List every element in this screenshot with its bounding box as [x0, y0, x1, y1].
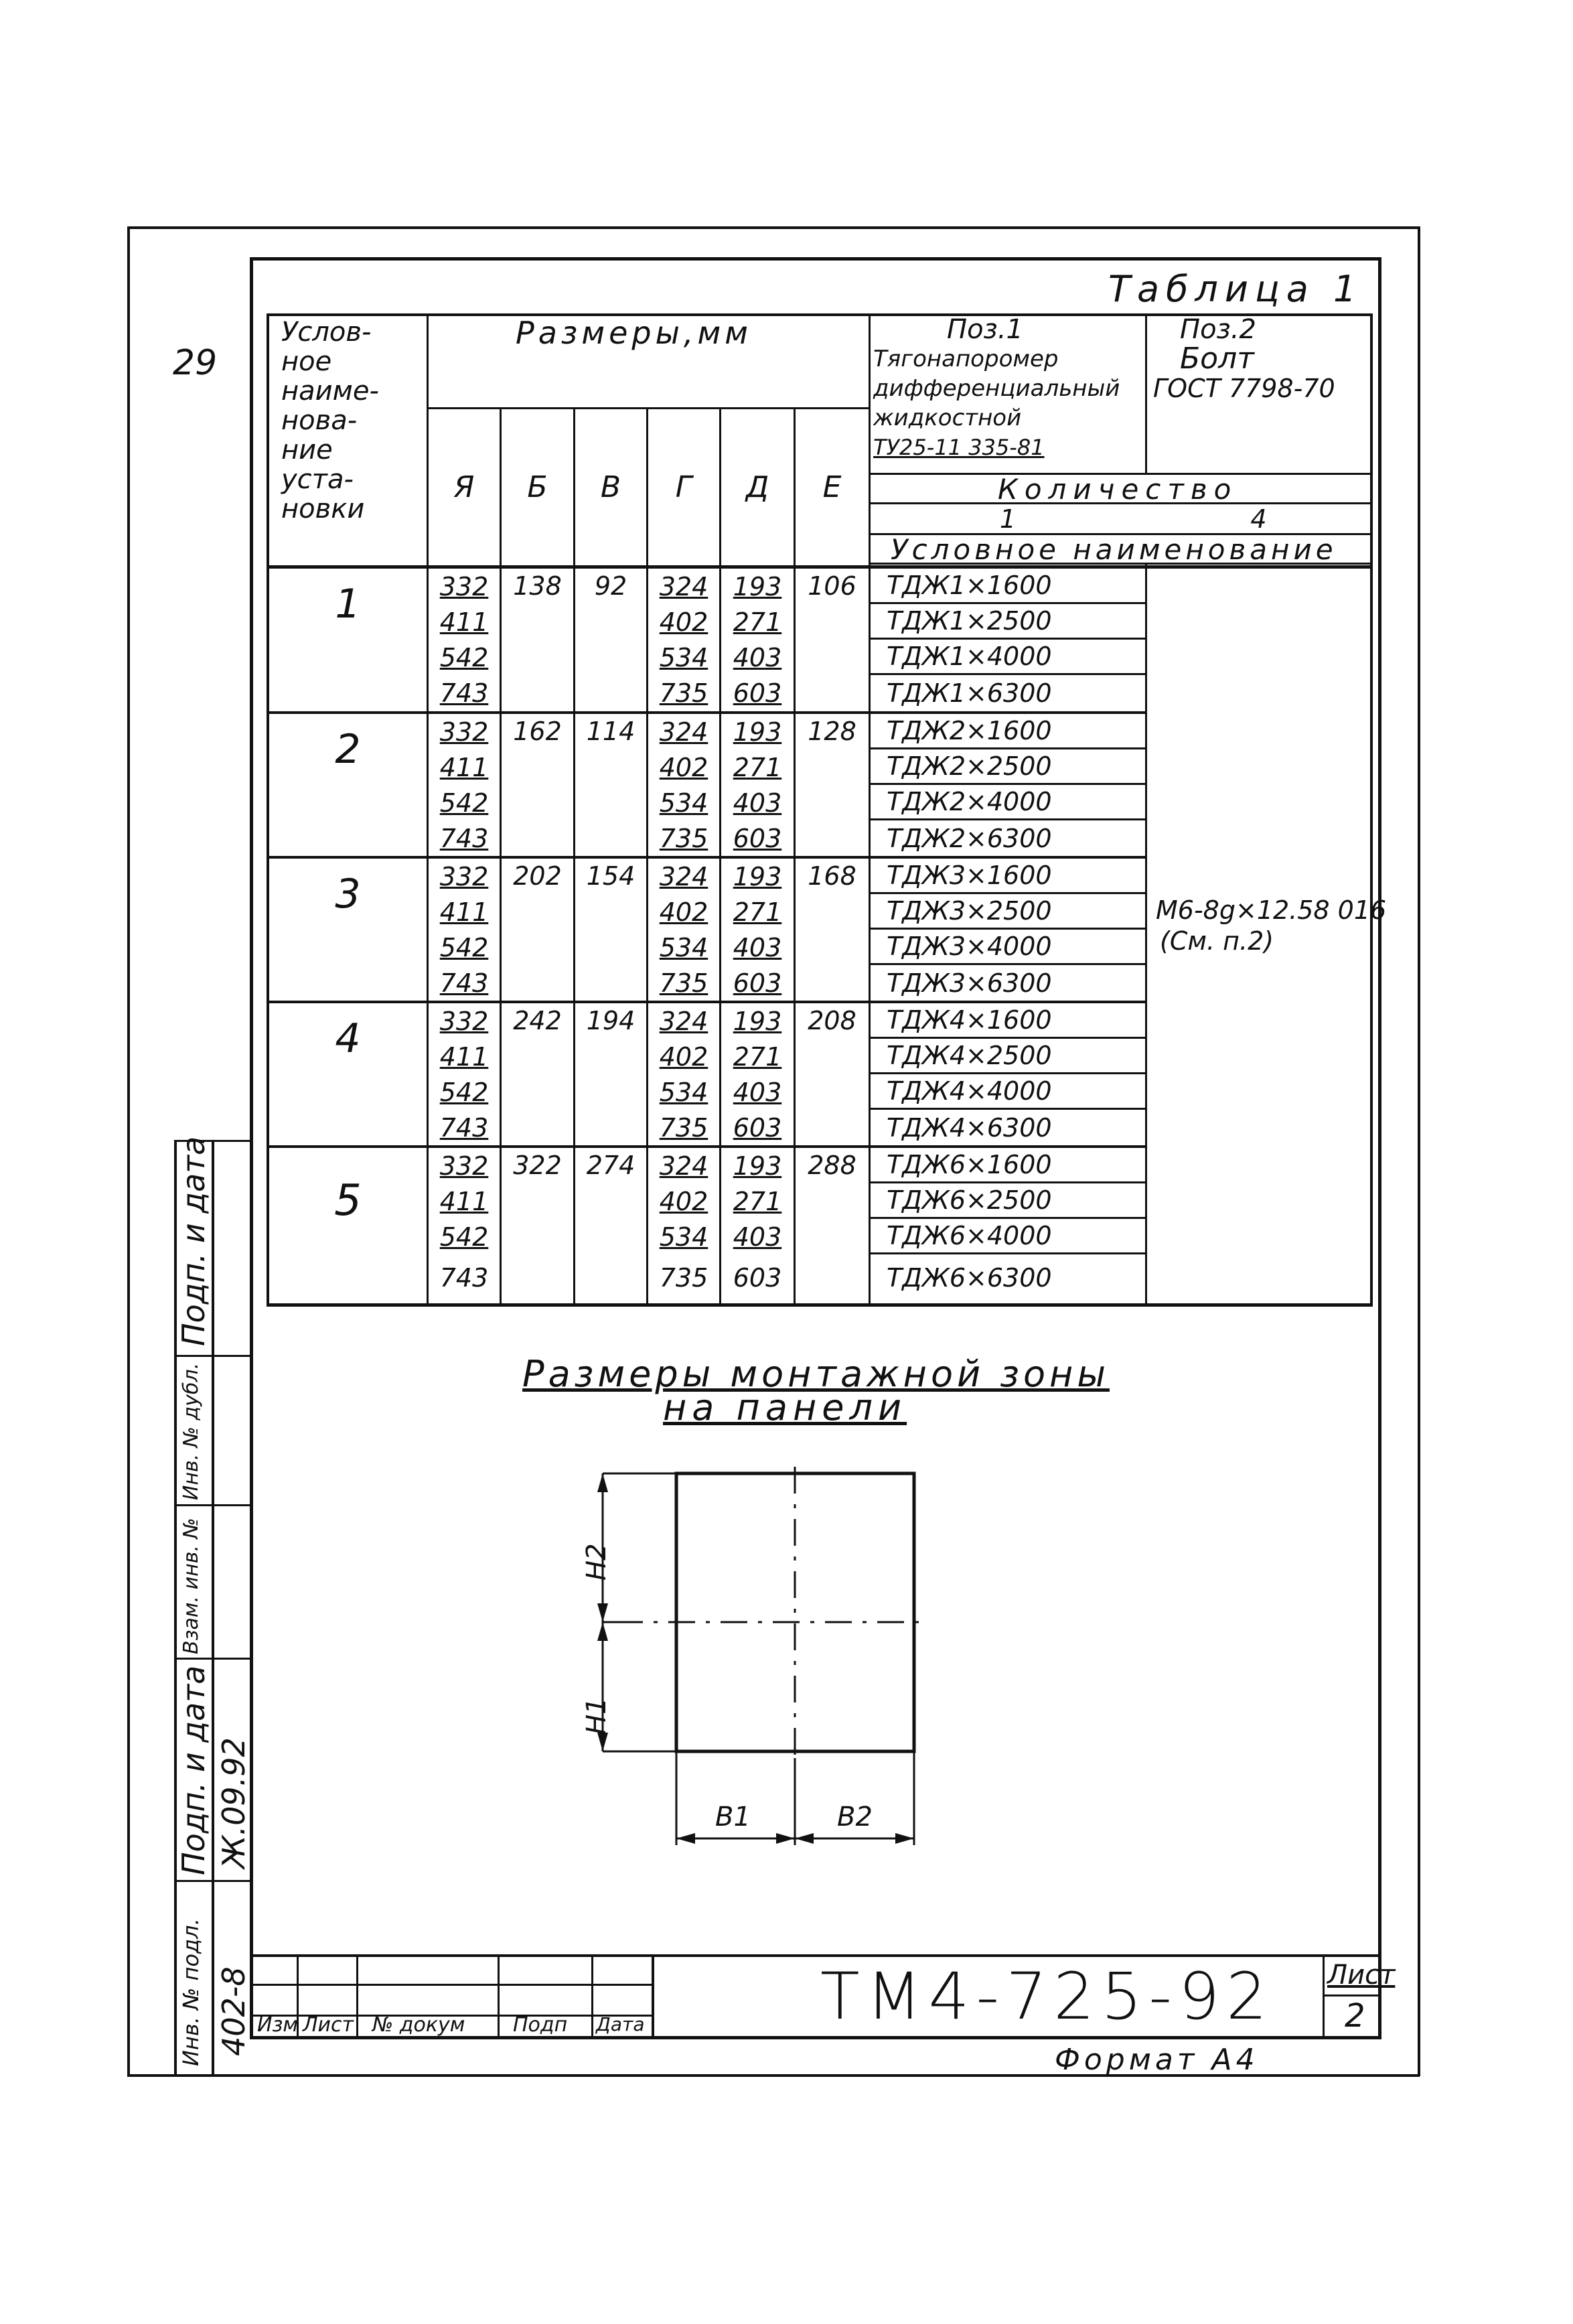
- val-g: 534: [659, 788, 708, 818]
- val-a: 743: [439, 1263, 489, 1293]
- val-a: 542: [439, 1222, 489, 1252]
- handwritten-date: Ж.09.92: [216, 1737, 252, 1869]
- cond-name: ТДЖ3×2500: [871, 894, 1145, 930]
- cond-name: ТДЖ2×2500: [871, 749, 1145, 785]
- dim-h1: Н1: [581, 1697, 612, 1735]
- bolt-designation: М6-8g×12.58 016 (См. п.2): [1156, 895, 1387, 956]
- val-g: 324: [659, 1151, 708, 1181]
- qty-pos1: 1: [999, 504, 1017, 534]
- val-g: 735: [659, 968, 708, 998]
- val-d: 193: [733, 861, 782, 891]
- cond-name: ТДЖ1×6300: [887, 678, 1052, 708]
- group-id: 2: [335, 726, 361, 773]
- cond-name: ТДЖ2×4000: [871, 785, 1145, 820]
- val-v: 194: [586, 1006, 635, 1035]
- table-title: Таблица 1: [1108, 268, 1363, 310]
- val-a: 411: [439, 1186, 489, 1216]
- val-b: 162: [513, 717, 562, 746]
- tb-col-izm: Изм: [257, 2013, 299, 2037]
- col-name-header: Услов- ное наиме- нова- ние уста- новки: [281, 317, 379, 524]
- val-d: 403: [733, 1222, 782, 1252]
- cond-name-label: Условное наименование: [891, 533, 1337, 566]
- val-e: 168: [808, 861, 856, 891]
- val-g: 324: [659, 861, 708, 891]
- page-number: 29: [173, 343, 218, 383]
- val-a: 411: [439, 897, 489, 927]
- val-g: 735: [659, 1263, 708, 1293]
- val-v: 114: [586, 717, 635, 746]
- val-d: 403: [733, 788, 782, 818]
- val-d: 271: [733, 897, 782, 927]
- val-a: 332: [439, 1151, 489, 1181]
- cond-name: ТДЖ1×4000: [871, 640, 1145, 675]
- sheet-number: 2: [1345, 1997, 1365, 2035]
- stamp-inv-podl: Инв. № подл.: [178, 1918, 204, 2066]
- cond-name: ТДЖ2×6300: [887, 823, 1052, 853]
- quantity-label: Количество: [998, 473, 1238, 506]
- group-id: 5: [334, 1176, 362, 1226]
- tb-col-date: Дата: [596, 2013, 645, 2035]
- val-g: 735: [659, 678, 708, 708]
- val-g: 735: [659, 1112, 708, 1143]
- val-b: 138: [513, 571, 562, 601]
- cond-name: ТДЖ6×2500: [871, 1183, 1145, 1219]
- dim-h2: Н2: [581, 1543, 612, 1581]
- val-d: 193: [733, 717, 782, 747]
- dim-letter-e: Е: [822, 469, 842, 504]
- dim-letter-v: В: [600, 469, 621, 504]
- cond-name: ТДЖ3×4000: [871, 930, 1145, 965]
- val-b: 322: [513, 1151, 562, 1180]
- pos2-header: Поз.2 Болт ГОСТ 7798-70: [1153, 314, 1335, 403]
- val-v: 154: [586, 861, 635, 891]
- val-g: 402: [659, 897, 708, 927]
- val-d: 603: [733, 1112, 782, 1143]
- tb-col-list: Лист: [303, 2013, 354, 2037]
- val-d: 403: [733, 932, 782, 962]
- dimensions-label: Размеры,мм: [516, 315, 752, 351]
- val-d: 603: [733, 823, 782, 853]
- cond-name: ТДЖ4×4000: [871, 1074, 1145, 1110]
- cond-name: ТДЖ1×1600: [871, 569, 1145, 604]
- group-id: 4: [335, 1015, 361, 1062]
- val-a: 743: [439, 1112, 489, 1143]
- val-d: 193: [733, 571, 782, 601]
- group-id: 1: [335, 581, 361, 628]
- val-a: 743: [439, 678, 489, 708]
- mounting-zone-drawing: [549, 1460, 964, 1862]
- cond-name: ТДЖ6×1600: [871, 1148, 1145, 1183]
- dim-b2: В2: [837, 1802, 873, 1832]
- val-g: 324: [659, 571, 708, 601]
- val-a: 542: [439, 1077, 489, 1107]
- val-g: 324: [659, 1006, 708, 1036]
- outer-frame-top: [127, 226, 1420, 229]
- val-g: 402: [659, 607, 708, 637]
- document-designation: ТМ4-725-92: [820, 1959, 1274, 2034]
- val-d: 271: [733, 1041, 782, 1072]
- dim-letter-ya: Я: [453, 469, 475, 504]
- val-a: 332: [439, 861, 489, 891]
- val-g: 402: [659, 1041, 708, 1072]
- tb-col-sign: Подп: [513, 2013, 568, 2037]
- cond-name: ТДЖ2×1600: [871, 714, 1145, 749]
- tb-col-doc: № докум: [372, 2013, 465, 2037]
- qty-pos2: 4: [1250, 504, 1267, 534]
- val-a: 332: [439, 571, 489, 601]
- val-g: 735: [659, 823, 708, 853]
- val-d: 403: [733, 642, 782, 672]
- val-e: 128: [808, 717, 856, 746]
- val-g: 534: [659, 642, 708, 672]
- stamp-sign-date: Подп. и дата: [175, 1136, 212, 1346]
- val-g: 534: [659, 932, 708, 962]
- val-e: 288: [808, 1151, 856, 1180]
- zone-subtitle: на панели: [663, 1386, 907, 1429]
- outer-frame-right: [1418, 226, 1420, 2076]
- val-a: 542: [439, 642, 489, 672]
- val-d: 193: [733, 1151, 782, 1181]
- cond-name: ТДЖ1×2500: [871, 604, 1145, 640]
- val-a: 411: [439, 607, 489, 637]
- dim-b1: В1: [715, 1802, 751, 1832]
- cond-name: ТДЖ6×6300: [887, 1263, 1052, 1293]
- val-a: 411: [439, 752, 489, 782]
- val-g: 534: [659, 1077, 708, 1107]
- val-g: 534: [659, 1222, 708, 1252]
- val-a: 542: [439, 932, 489, 962]
- dim-letter-b: Б: [527, 469, 548, 504]
- handwritten-inv-number: 402-8: [216, 1966, 252, 2056]
- val-d: 271: [733, 752, 782, 782]
- val-a: 743: [439, 823, 489, 853]
- val-a: 542: [439, 788, 489, 818]
- val-e: 106: [808, 571, 856, 601]
- dim-letter-g: Г: [675, 469, 692, 504]
- outer-frame-left: [127, 226, 130, 2076]
- cond-name: ТДЖ6×4000: [871, 1219, 1145, 1254]
- dim-letter-d: Д: [745, 469, 769, 504]
- cond-name: ТДЖ3×6300: [887, 968, 1052, 998]
- val-d: 603: [733, 1263, 782, 1293]
- val-a: 332: [439, 717, 489, 747]
- stamp-vzam-inv: Взам. инв. №: [179, 1518, 203, 1654]
- val-d: 603: [733, 678, 782, 708]
- val-v: 92: [594, 571, 627, 601]
- val-a: 743: [439, 968, 489, 998]
- val-d: 403: [733, 1077, 782, 1107]
- val-b: 242: [513, 1006, 562, 1035]
- val-g: 324: [659, 717, 708, 747]
- val-b: 202: [513, 861, 562, 891]
- stamp-sign-date-2: Подп. и дата: [175, 1665, 212, 1875]
- group-id: 3: [335, 871, 361, 918]
- val-a: 332: [439, 1006, 489, 1036]
- inner-frame-right: [1378, 257, 1381, 2039]
- cond-name: ТДЖ4×6300: [887, 1112, 1052, 1143]
- sheet-label: Лист: [1327, 1960, 1396, 1990]
- inner-frame-top: [250, 257, 1381, 261]
- cond-name: ТДЖ3×1600: [871, 859, 1145, 894]
- zone-title: Размеры монтажной зоны: [522, 1353, 1110, 1395]
- cond-name: ТДЖ4×1600: [871, 1003, 1145, 1039]
- val-a: 411: [439, 1041, 489, 1072]
- val-v: 274: [586, 1151, 635, 1180]
- val-d: 271: [733, 1186, 782, 1216]
- val-d: 193: [733, 1006, 782, 1036]
- val-e: 208: [808, 1006, 856, 1035]
- val-g: 402: [659, 752, 708, 782]
- val-d: 271: [733, 607, 782, 637]
- val-g: 402: [659, 1186, 708, 1216]
- val-d: 603: [733, 968, 782, 998]
- format-label: Формат А4: [1055, 2043, 1259, 2077]
- pos1-header: Поз.1 Тягонапоромер дифференциальный жидкостной ТУ25-11 335-81: [873, 314, 1120, 460]
- cond-name: ТДЖ4×2500: [871, 1039, 1145, 1074]
- stamp-inv-dubl: Инв. № дубл.: [179, 1362, 203, 1500]
